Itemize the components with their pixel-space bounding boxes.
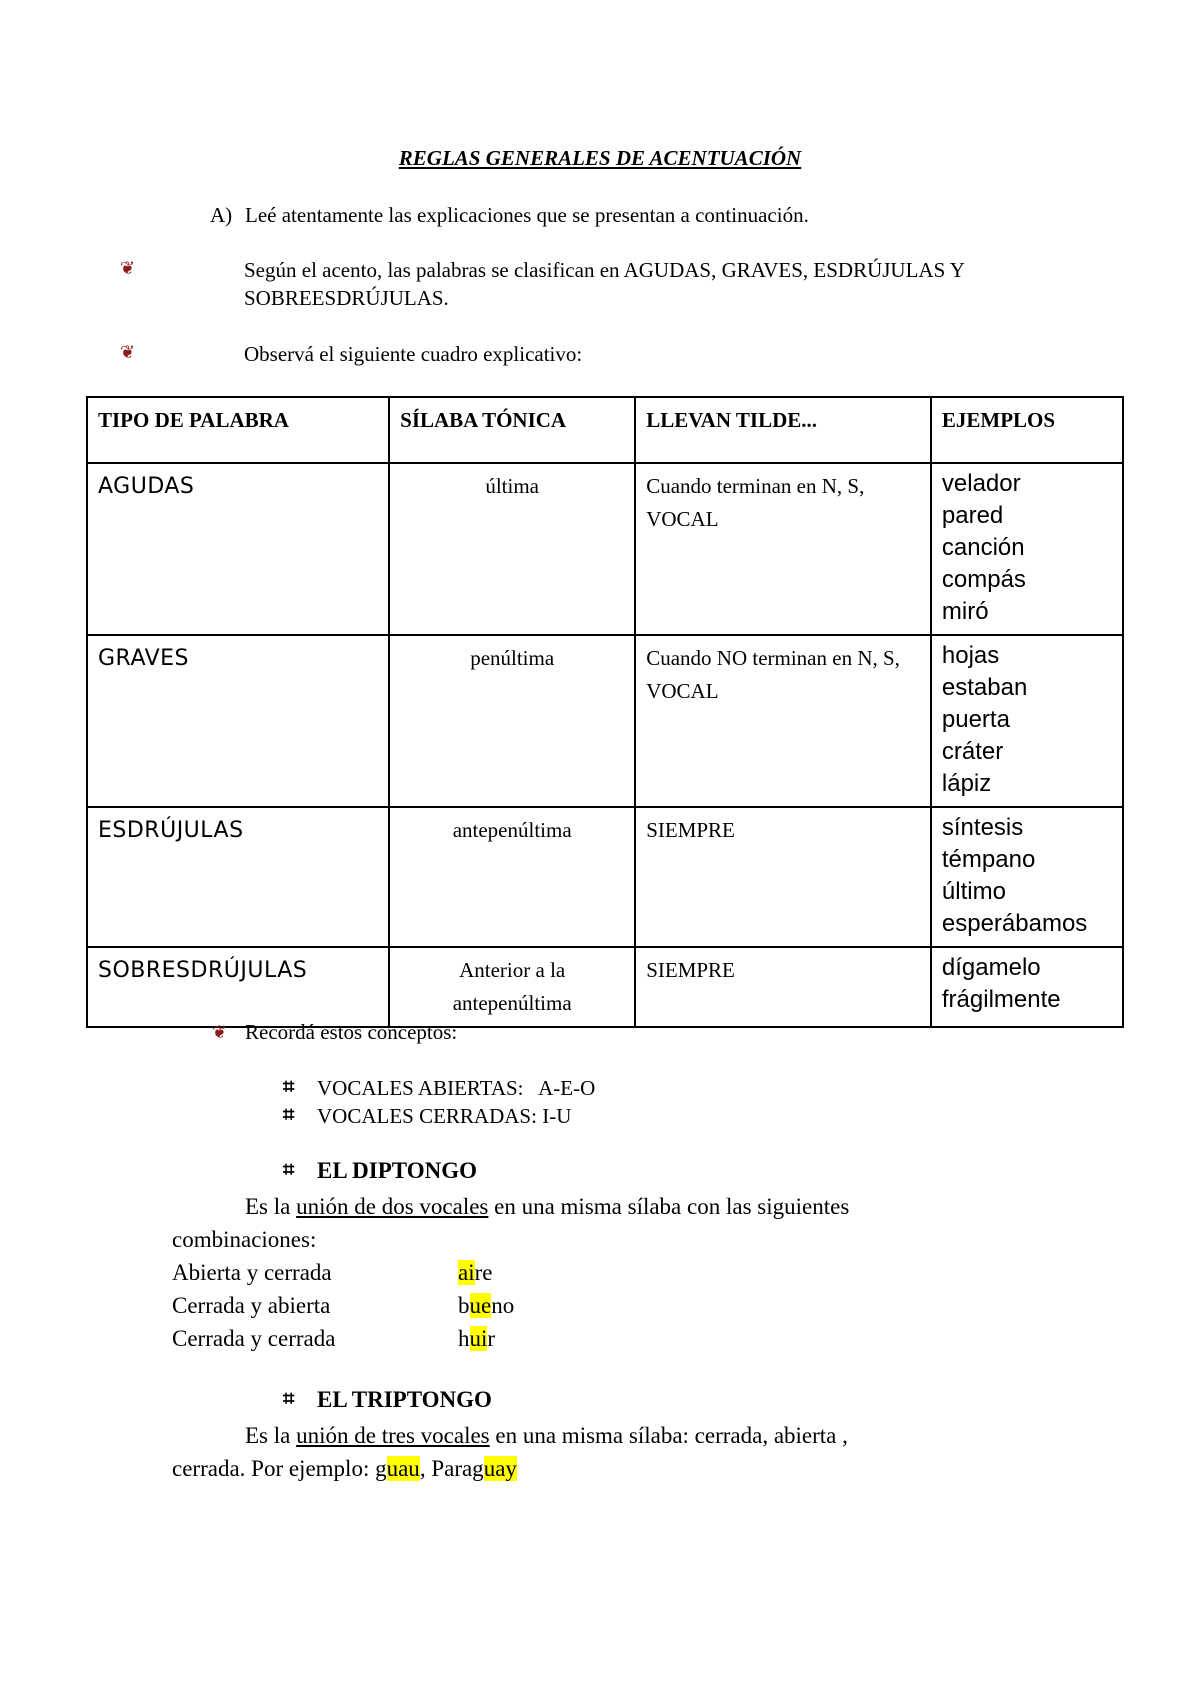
cell-silaba: última: [389, 463, 635, 635]
cell-ejemplos: [931, 463, 1123, 635]
example-word: último: [941, 878, 1006, 905]
example-word: velador: [941, 470, 1021, 497]
example-separator: ,: [419, 1456, 432, 1481]
hash-bullet-icon: ⌗: [283, 1388, 295, 1410]
bullet-text-line1: Observá el siguiente cuadro explicativo:: [244, 342, 583, 366]
example-word: esperábamos: [941, 910, 1088, 937]
document-title: REGLAS GENERALES DE ACENTUACIÓN: [398, 146, 802, 170]
cell-silaba: penúltima: [389, 635, 635, 807]
intro-text: en una misma sílaba: cerrada, abierta ,: [489, 1423, 848, 1448]
example-intro: cerrada. Por ejemplo:: [172, 1456, 376, 1481]
accent-rules-table: [86, 396, 1124, 1028]
highlight-vowels: uau: [386, 1456, 420, 1481]
example-part: Parag: [431, 1456, 484, 1481]
header-silaba: SÍLABA TÓNICA: [389, 397, 635, 463]
cell-tilde: Cuando NO terminan en N, S, VOCAL: [635, 635, 931, 807]
instruction-text: Leé atentamente las explicaciones que se presentan a continuación.: [245, 203, 809, 227]
bullet-text-line1: Según el acento, las palabras se clasifican en AGUDAS, GRAVES, ESDRÚJULAS Y: [244, 258, 965, 282]
diptongo-row: [172, 1289, 1072, 1322]
hash-bullet-icon: ⌗: [283, 1159, 295, 1181]
hash-bullet-icon: ⌗: [283, 1104, 295, 1126]
example-part: re: [474, 1260, 493, 1285]
highlight-vowels: uay: [483, 1456, 517, 1481]
cell-tilde: SIEMPRE: [635, 807, 931, 947]
example-word: compás: [941, 566, 1026, 593]
example-word: dígamelo: [941, 954, 1041, 981]
hash-bullet-icon: ⌗: [283, 1076, 295, 1098]
header-tipo: TIPO DE PALABRA: [87, 397, 389, 463]
header-ejemplos: EJEMPLOS: [931, 397, 1123, 463]
triptongo-examples: [172, 1452, 1072, 1485]
flower-bullet-icon: ❦: [120, 342, 136, 362]
table-row: [87, 947, 1123, 1027]
diptongo-row: [172, 1256, 1072, 1289]
cell-silaba: antepenúltima: [389, 807, 635, 947]
example-word: témpano: [941, 846, 1036, 873]
cell-tipo: SOBRESDRÚJULAS: [87, 947, 389, 1027]
intro-underlined: unión de dos vocales: [296, 1194, 489, 1219]
combo-example: [458, 1289, 514, 1322]
diptongo-heading-text: EL DIPTONGO: [317, 1158, 477, 1183]
table-header-row: [87, 397, 1123, 463]
instruction: [210, 203, 809, 228]
combo-label: Cerrada y abierta: [172, 1293, 331, 1318]
highlight-vowels: ue: [469, 1293, 492, 1318]
diptongo-intro: [172, 1190, 1072, 1223]
example-word: síntesis: [941, 814, 1024, 841]
triptongo-heading-text: EL TRIPTONGO: [317, 1387, 492, 1412]
cell-tipo: ESDRÚJULAS: [87, 807, 389, 947]
combo-label: Abierta y cerrada: [172, 1260, 332, 1285]
example-word: cráter: [941, 738, 1004, 765]
instruction-label: A): [210, 203, 233, 227]
cell-silaba: Anterior a la antepenúltima: [389, 947, 635, 1027]
vocales-value: A-E-O: [538, 1076, 596, 1100]
example-word: canción: [941, 534, 1025, 561]
cell-ejemplos: [931, 635, 1123, 807]
table-row: [87, 463, 1123, 635]
intro-text: en una misma sílaba con las siguientes: [488, 1194, 850, 1219]
example-part: r: [487, 1326, 496, 1351]
example-part: b: [458, 1293, 470, 1318]
vocales-value: I-U: [542, 1104, 572, 1128]
example-word: pared: [941, 502, 1004, 529]
combo-label: Cerrada y cerrada: [172, 1326, 336, 1351]
table-row: [87, 807, 1123, 947]
diptongo-section: [172, 1190, 1072, 1355]
diptongo-row: [172, 1322, 1072, 1355]
intro-text: Es la: [245, 1194, 297, 1219]
example-part: h: [458, 1326, 470, 1351]
header-tilde: LLEVAN TILDE...: [635, 397, 931, 463]
highlight-vowels: ui: [469, 1326, 488, 1351]
table-row: [87, 635, 1123, 807]
example-part: no: [491, 1293, 515, 1318]
cell-tipo: AGUDAS: [87, 463, 389, 635]
flower-bullet-icon: ❦: [120, 258, 136, 278]
flower-bullet-icon: ❦: [212, 1022, 228, 1042]
intro-text: Es la: [245, 1423, 297, 1448]
triptongo-section: [172, 1419, 1072, 1485]
example-word: frágilmente: [941, 986, 1061, 1013]
bullet-text-line2: SOBREESDRÚJULAS.: [244, 286, 449, 310]
example-word: estaban: [941, 674, 1028, 701]
recorda-text: Recordá estos conceptos:: [245, 1020, 458, 1044]
combo-example: [458, 1322, 495, 1355]
example-word: lápiz: [941, 770, 992, 797]
example-word: miró: [941, 598, 989, 625]
highlight-vowels: ai: [458, 1260, 475, 1285]
example-word: hojas: [941, 642, 1000, 669]
example-word: puerta: [941, 706, 1010, 733]
vocales-label: VOCALES CERRADAS: [317, 1104, 532, 1128]
cell-tilde: SIEMPRE: [635, 947, 931, 1027]
cell-ejemplos: [931, 947, 1123, 1027]
intro-underlined: unión de tres vocales: [296, 1423, 490, 1448]
triptongo-intro: [172, 1419, 1072, 1452]
example-part: g: [375, 1456, 387, 1481]
combo-example: [458, 1256, 492, 1289]
cell-ejemplos: [931, 807, 1123, 947]
cell-tipo: GRAVES: [87, 635, 389, 807]
vocales-label: VOCALES ABIERTAS: [317, 1076, 518, 1100]
diptongo-intro-line2: combinaciones:: [172, 1227, 317, 1252]
cell-tilde: Cuando terminan en N, S, VOCAL: [635, 463, 931, 635]
